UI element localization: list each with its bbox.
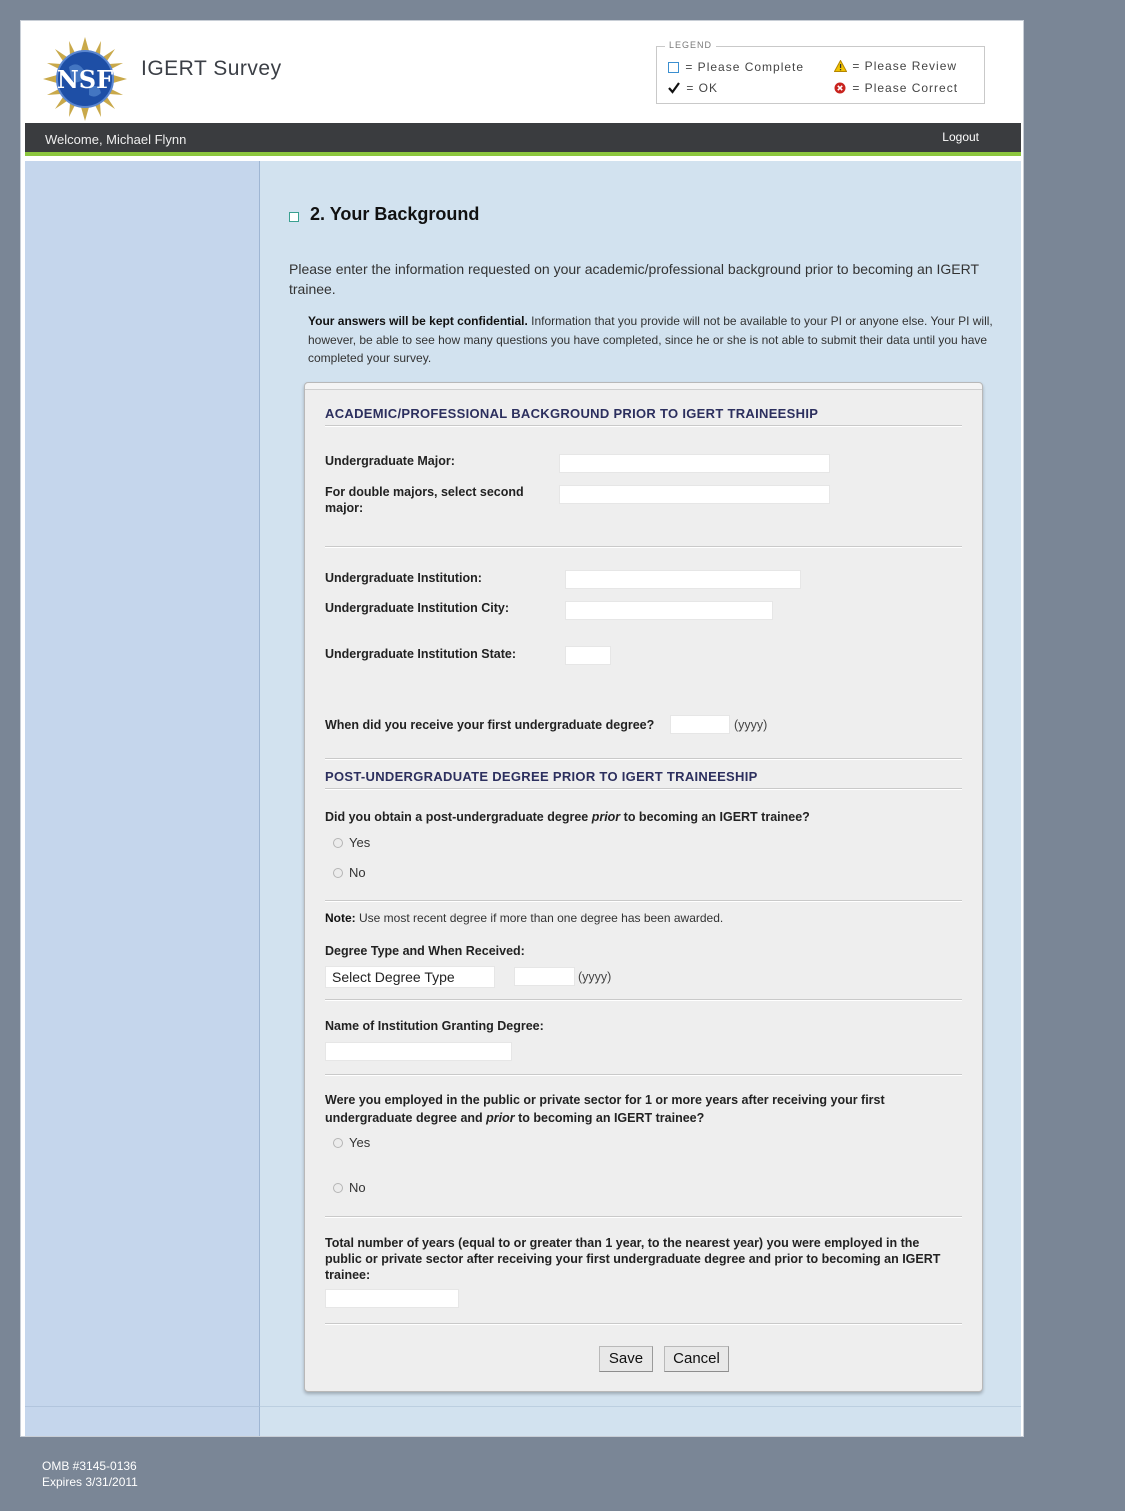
institution-granting-label: Name of Institution Granting Degree: bbox=[325, 1019, 544, 1033]
confidential-notice: Your answers will be kept confidential. Information that you provide will not be available to your PI or anyone else. Your PI will, however, be able to see how many questions you have completed, since he or she is not able to submit their data until you have completed your survey. bbox=[308, 314, 993, 365]
header bbox=[25, 23, 1021, 123]
undergrad-institution-input[interactable] bbox=[565, 570, 801, 589]
post-degree-question: Did you obtain a post-undergraduate degree prior to becoming an IGERT trainee? bbox=[325, 810, 810, 824]
legend-ok: = OK bbox=[668, 81, 718, 95]
expiry-date: Expires 3/31/2011 bbox=[42, 1475, 138, 1489]
yyyy-hint: (yyyy) bbox=[734, 718, 768, 732]
undergrad-state-label: Undergraduate Institution State: bbox=[325, 647, 516, 661]
save-button[interactable]: Save bbox=[599, 1346, 653, 1372]
divider bbox=[325, 788, 962, 790]
post-degree-yes-radio[interactable] bbox=[333, 838, 343, 848]
top-navbar bbox=[25, 123, 1021, 156]
nsf-logo bbox=[43, 37, 127, 121]
undergrad-state-input[interactable] bbox=[565, 646, 611, 665]
cancel-button[interactable]: Cancel bbox=[664, 1346, 729, 1372]
degree-type-label: Degree Type and When Received: bbox=[325, 944, 525, 958]
first-degree-year-input[interactable] bbox=[670, 715, 730, 734]
post-degree-no-option[interactable]: No bbox=[333, 865, 366, 880]
legend-title: LEGEND bbox=[665, 40, 716, 50]
total-years-label: Total number of years (equal to or greater than 1 year, to the nearest year) you were employed in the public or private sector after receiving your first undergraduate degree and prior to becoming an IGERT trainee: bbox=[325, 1236, 941, 1282]
intro-text: Please enter the information requested on your academic/professional background prior to becoming an IGERT trainee. bbox=[289, 261, 979, 297]
legend-please-complete: = Please Complete bbox=[668, 60, 804, 74]
employed-yes-option[interactable]: Yes bbox=[333, 1135, 370, 1150]
error-icon bbox=[834, 82, 846, 94]
warning-icon bbox=[834, 60, 846, 72]
post-undergrad-heading: POST-UNDERGRADUATE DEGREE PRIOR TO IGERT TRAINEESHIP bbox=[325, 769, 758, 784]
first-degree-label: When did you receive your first undergraduate degree? bbox=[325, 718, 655, 732]
undergrad-major-label: Undergraduate Major: bbox=[325, 454, 455, 468]
content-footer bbox=[260, 1406, 1021, 1436]
checkmark-icon bbox=[668, 82, 680, 94]
employed-yes-radio[interactable] bbox=[333, 1138, 343, 1148]
please-complete-icon bbox=[668, 62, 679, 73]
post-degree-yes-option[interactable]: Yes bbox=[333, 835, 370, 850]
divider bbox=[325, 425, 962, 427]
divider bbox=[325, 900, 962, 902]
degree-year-input[interactable] bbox=[514, 967, 575, 986]
legend-please-review: = Please Review bbox=[834, 59, 957, 73]
divider bbox=[325, 999, 962, 1001]
employed-question: Were you employed in the public or private sector for 1 or more years after receiving your first undergraduate degree and prior to becoming an IGERT trainee? bbox=[325, 1093, 885, 1125]
degree-type-select[interactable]: Select Degree Type bbox=[325, 966, 495, 988]
divider bbox=[325, 1216, 962, 1218]
academic-background-heading: ACADEMIC/PROFESSIONAL BACKGROUND PRIOR TO IGERT TRAINEESHIP bbox=[325, 406, 819, 421]
employed-no-option[interactable]: No bbox=[333, 1180, 366, 1195]
main-content bbox=[260, 161, 1021, 1406]
please-complete-status-icon bbox=[289, 212, 299, 222]
double-major-label: For double majors, select second major: bbox=[325, 485, 524, 515]
yyyy-hint: (yyyy) bbox=[578, 970, 612, 984]
survey-form-panel bbox=[304, 382, 983, 1392]
undergrad-institution-label: Undergraduate Institution: bbox=[325, 571, 482, 585]
institution-granting-input[interactable] bbox=[325, 1042, 512, 1061]
page bbox=[20, 20, 1024, 1437]
legend bbox=[656, 40, 985, 104]
undergrad-city-input[interactable] bbox=[565, 601, 773, 620]
section-title: 2. Your Background bbox=[310, 204, 480, 224]
recent-degree-note: Note: Use most recent degree if more than one degree has been awarded. bbox=[325, 911, 724, 925]
omb-footer bbox=[42, 1458, 138, 1490]
total-years-input[interactable] bbox=[325, 1289, 459, 1308]
divider bbox=[325, 758, 962, 760]
divider bbox=[325, 546, 962, 548]
divider bbox=[325, 1323, 962, 1325]
welcome-text: Welcome, Michael Flynn bbox=[45, 132, 187, 147]
sidebar-footer bbox=[25, 1406, 260, 1436]
undergrad-major-input[interactable] bbox=[559, 454, 830, 473]
second-major-input[interactable] bbox=[559, 485, 830, 504]
svg-text:NSF: NSF bbox=[56, 65, 114, 94]
app-title: IGERT Survey bbox=[141, 57, 282, 80]
employed-no-radio[interactable] bbox=[333, 1183, 343, 1193]
legend-please-correct: = Please Correct bbox=[834, 81, 958, 95]
logout-link[interactable]: Logout bbox=[942, 130, 979, 144]
divider bbox=[325, 1074, 962, 1076]
omb-number: OMB #3145-0136 bbox=[42, 1459, 137, 1473]
sidebar bbox=[25, 161, 260, 1406]
post-degree-no-radio[interactable] bbox=[333, 868, 343, 878]
undergrad-city-label: Undergraduate Institution City: bbox=[325, 601, 510, 615]
